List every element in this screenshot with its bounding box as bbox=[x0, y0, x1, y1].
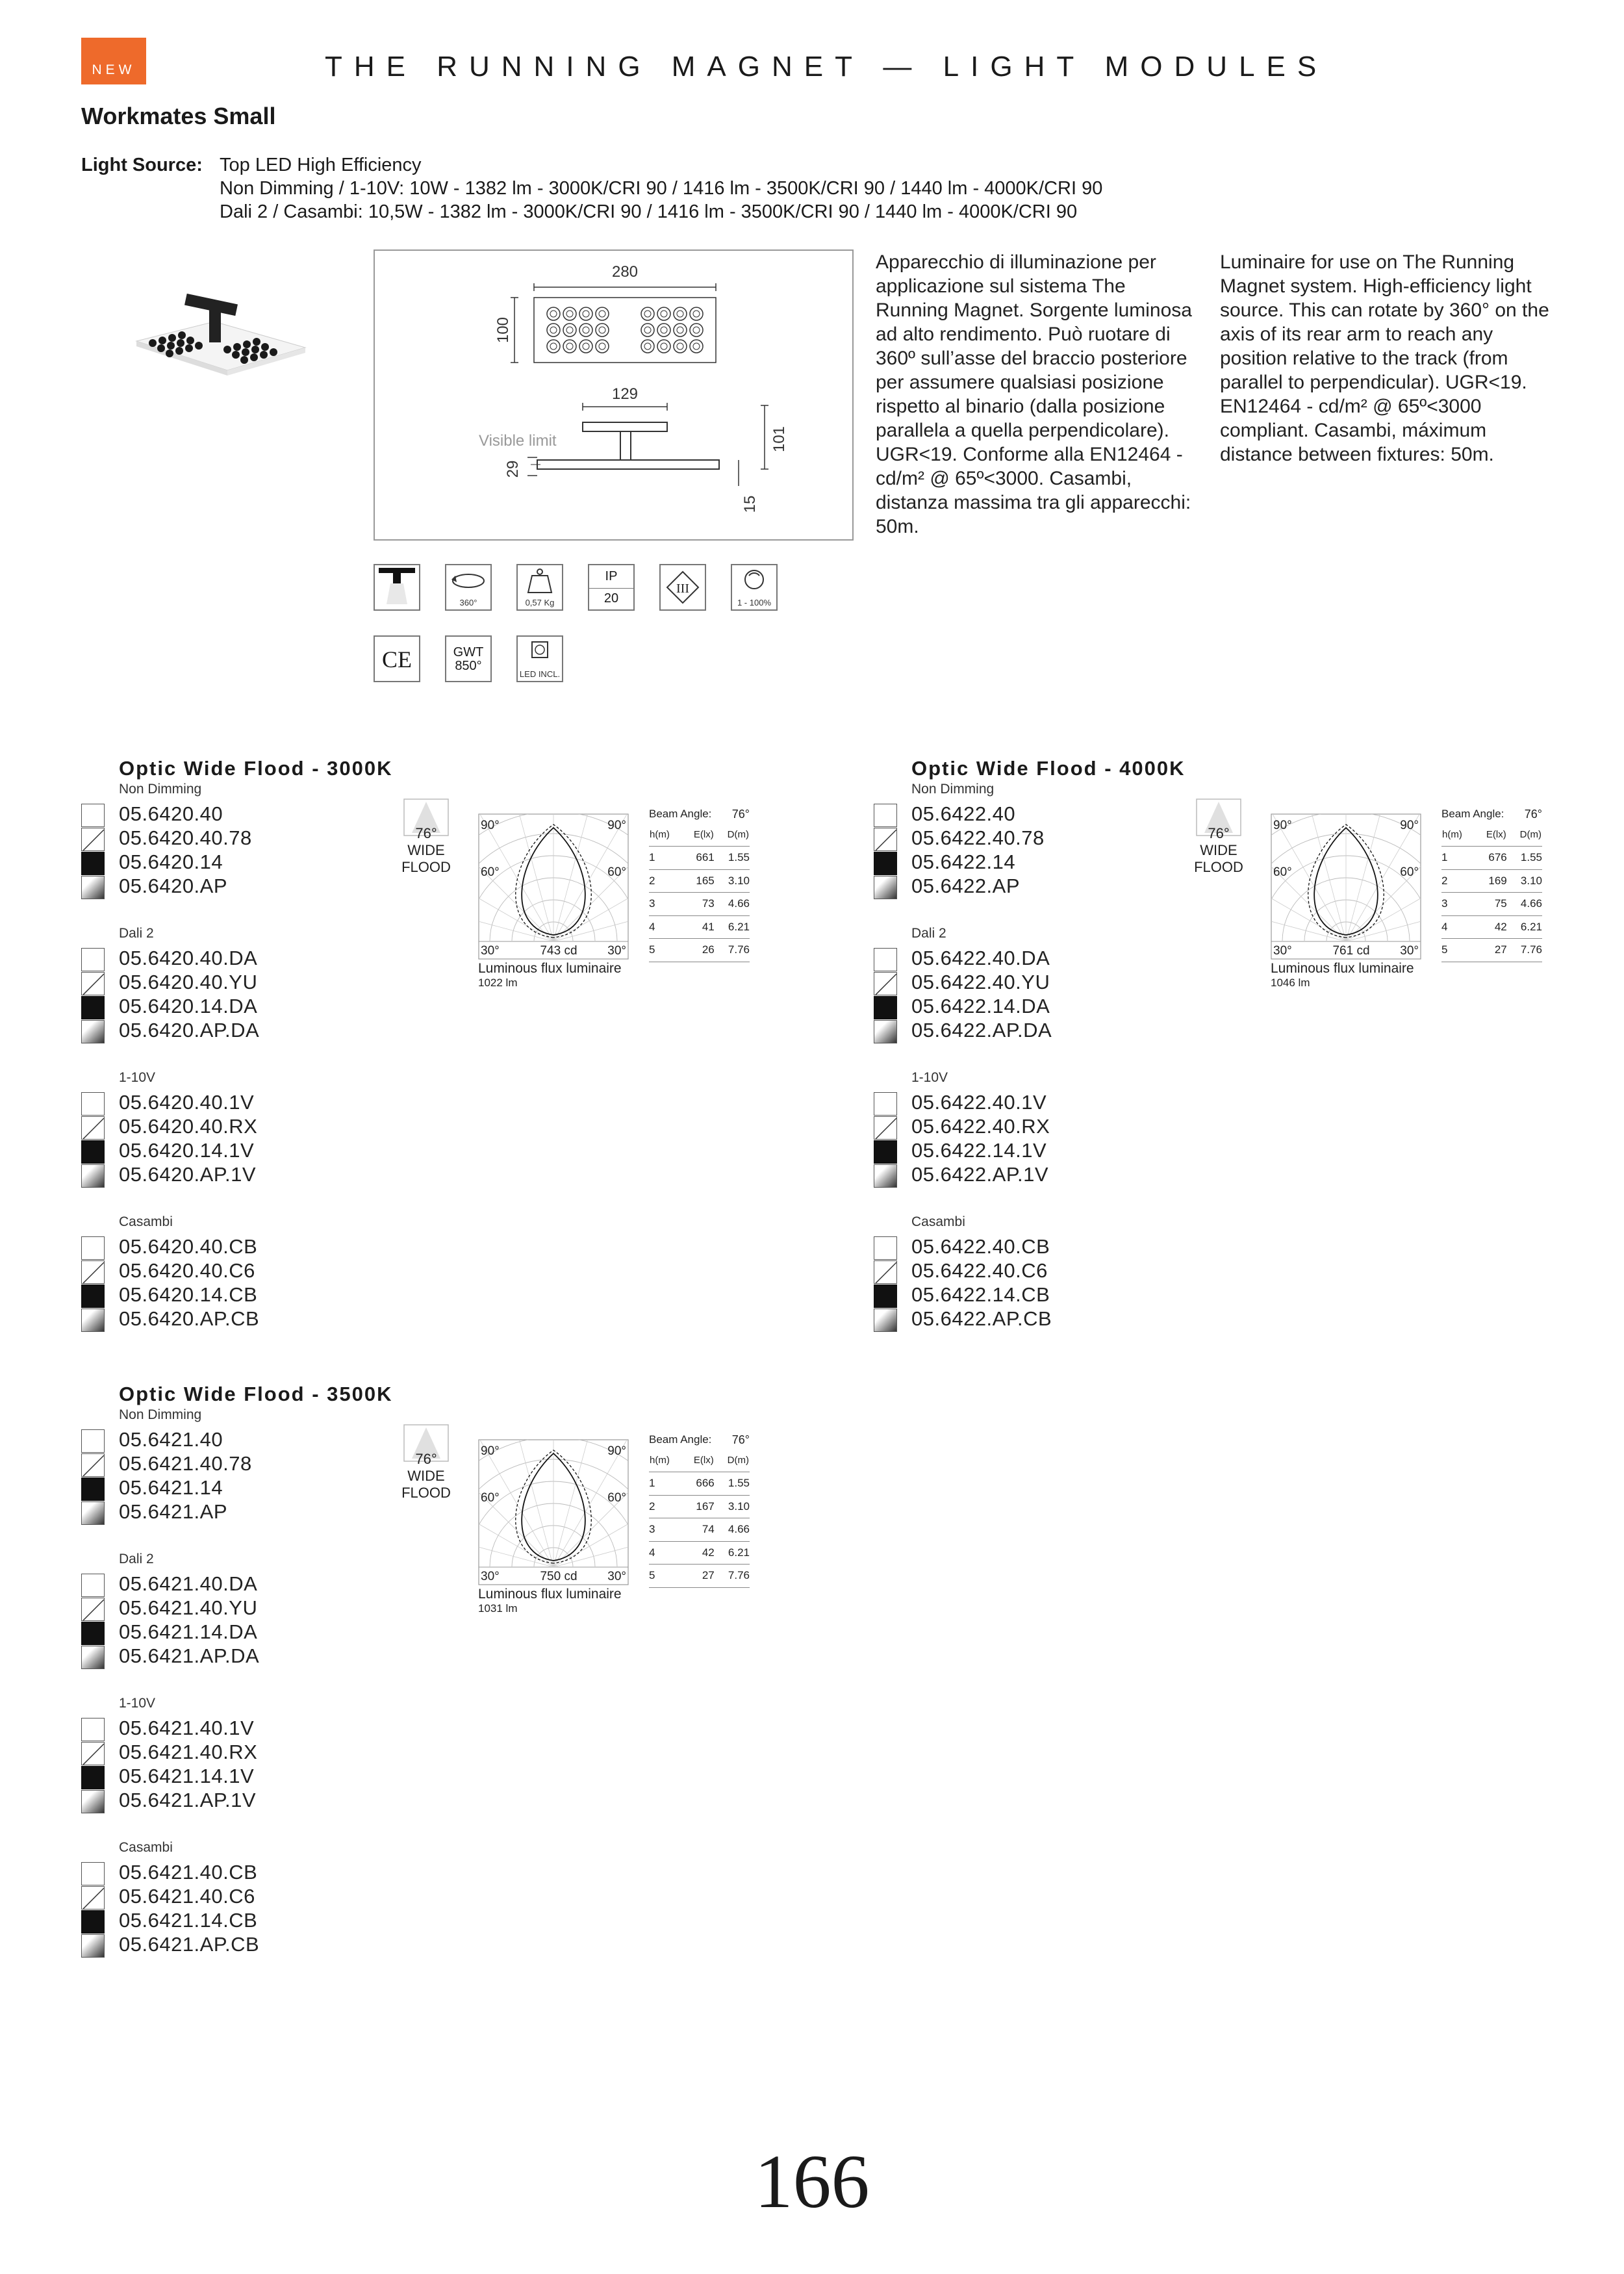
table-cell: 27 bbox=[681, 1565, 714, 1588]
dim-height-top: 100 bbox=[494, 316, 512, 344]
polar-label-90: 90° bbox=[1400, 819, 1419, 832]
finish-swatch-gradient bbox=[81, 1164, 105, 1188]
article-code[interactable]: 05.6421.40.C6 bbox=[119, 1885, 255, 1908]
dimming-group-label: 1-10V bbox=[119, 1696, 156, 1711]
article-code[interactable]: 05.6421.AP.1V bbox=[119, 1789, 257, 1811]
article-code[interactable]: 05.6422.14.1V bbox=[911, 1139, 1047, 1162]
article-code[interactable]: 05.6422.AP.CB bbox=[911, 1307, 1052, 1330]
ip-label: IP bbox=[605, 569, 618, 583]
article-code[interactable]: 05.6420.AP.1V bbox=[119, 1163, 257, 1186]
table-cell: 41 bbox=[681, 915, 714, 939]
light-source-label: Light Source: bbox=[81, 155, 203, 175]
table-header: E(lx) bbox=[681, 1449, 714, 1472]
product-name: Workmates Small bbox=[81, 103, 276, 129]
table-row bbox=[649, 847, 750, 870]
polar-max-intensity: 761 cd bbox=[1332, 944, 1370, 958]
article-code[interactable]: 05.6420.14 bbox=[119, 850, 223, 873]
beam-angle-header bbox=[649, 808, 750, 821]
polar-label-60: 60° bbox=[481, 1491, 500, 1505]
beam-angle-value: 76° bbox=[731, 1433, 750, 1446]
table-row bbox=[649, 1495, 750, 1518]
optic-title: Optic Wide Flood - 3500K bbox=[119, 1383, 393, 1405]
table-header: h(m) bbox=[649, 823, 681, 847]
article-code[interactable]: 05.6420.AP bbox=[119, 875, 228, 897]
table-cell: 7.76 bbox=[1507, 939, 1542, 962]
luminous-flux-label: Luminous flux luminaire bbox=[478, 1587, 622, 1602]
beam-type-label bbox=[397, 1451, 455, 1501]
ip-rating-icon bbox=[588, 564, 635, 611]
module-side-view bbox=[537, 460, 719, 469]
article-code[interactable]: 05.6420.40.78 bbox=[119, 826, 252, 849]
finish-swatch-slash bbox=[81, 828, 105, 851]
dimming-group-label: 1-10V bbox=[911, 1070, 948, 1085]
finish-swatch-gradient bbox=[81, 1501, 105, 1525]
article-code[interactable]: 05.6422.40.78 bbox=[911, 826, 1045, 849]
polar-diagram bbox=[1271, 813, 1421, 960]
finish-swatch-gradient bbox=[81, 1790, 105, 1813]
article-code[interactable]: 05.6421.40.RX bbox=[119, 1741, 258, 1763]
table-cell: 4.66 bbox=[715, 1518, 750, 1542]
gwt-label: GWT bbox=[453, 645, 484, 659]
article-code[interactable]: 05.6422.14 bbox=[911, 850, 1016, 873]
table-header: E(lx) bbox=[681, 823, 714, 847]
class-iii-icon bbox=[659, 564, 706, 611]
table-cell: 5 bbox=[649, 1565, 681, 1588]
table-cell: 1 bbox=[1441, 847, 1474, 870]
dimming-group-label: Casambi bbox=[119, 1840, 173, 1855]
table-cell: 6.21 bbox=[715, 1541, 750, 1565]
led-label: LED INCL. bbox=[519, 669, 561, 679]
dimming-icon bbox=[731, 564, 778, 611]
article-code[interactable]: 05.6422.40.C6 bbox=[911, 1259, 1048, 1282]
table-row bbox=[649, 939, 750, 962]
finish-swatch-gradient bbox=[81, 1934, 105, 1958]
article-code[interactable]: 05.6420.AP.DA bbox=[119, 1019, 260, 1041]
table-cell: 5 bbox=[1441, 939, 1474, 962]
finish-swatch-white bbox=[81, 804, 105, 827]
finish-swatch-white bbox=[81, 1718, 105, 1741]
article-code[interactable]: 05.6421.AP.DA bbox=[119, 1644, 260, 1667]
ip-value: 20 bbox=[603, 591, 619, 606]
polar-max-intensity: 750 cd bbox=[540, 1570, 577, 1583]
polar-label-60: 60° bbox=[1273, 865, 1292, 879]
page-number: 166 bbox=[754, 2139, 870, 2224]
beam-angle-label: Beam Angle: bbox=[649, 808, 712, 820]
table-cell: 3 bbox=[649, 893, 681, 916]
polar-label-90: 90° bbox=[481, 1444, 500, 1458]
table-cell: 3.10 bbox=[715, 1495, 750, 1518]
dim-width-top: 280 bbox=[611, 263, 639, 281]
finish-swatch-black bbox=[81, 1284, 105, 1308]
finish-swatch-black bbox=[81, 996, 105, 1019]
gwt-value: 850° bbox=[455, 659, 482, 673]
finish-swatch-black bbox=[874, 852, 897, 875]
article-code[interactable]: 05.6422.40 bbox=[911, 802, 1016, 825]
finish-swatch-white bbox=[874, 1236, 897, 1260]
finish-swatch-slash bbox=[81, 1260, 105, 1284]
rotation-label: 360° bbox=[459, 598, 477, 607]
polar-label-30: 30° bbox=[481, 1570, 500, 1583]
table-cell: 661 bbox=[681, 847, 714, 870]
dimming-group-label: Non Dimming bbox=[119, 1407, 202, 1422]
table-cell: 4 bbox=[649, 1541, 681, 1565]
dim-101: 101 bbox=[770, 426, 788, 453]
table-row bbox=[649, 1541, 750, 1565]
illuminance-table bbox=[1441, 823, 1542, 962]
beam-angle-label: 76° bbox=[1208, 825, 1230, 841]
table-cell: 169 bbox=[1474, 869, 1506, 893]
polar-label-30: 30° bbox=[1400, 944, 1419, 958]
polar-max-intensity: 743 cd bbox=[540, 944, 577, 958]
finish-swatch-slash bbox=[81, 1886, 105, 1910]
new-badge-label: NEW bbox=[92, 62, 136, 77]
page-title: THE RUNNING MAGNET — LIGHT MODULES bbox=[325, 51, 1328, 83]
article-code[interactable]: 05.6421.40.78 bbox=[119, 1452, 252, 1475]
table-cell: 1 bbox=[649, 847, 681, 870]
luminous-flux-value: 1031 lm bbox=[478, 1602, 518, 1615]
table-cell: 676 bbox=[1474, 847, 1506, 870]
article-code[interactable]: 05.6420.40.RX bbox=[119, 1115, 258, 1138]
polar-diagram bbox=[478, 813, 629, 960]
article-code[interactable]: 05.6422.AP.DA bbox=[911, 1019, 1052, 1041]
beam-label-1: WIDE bbox=[407, 842, 445, 858]
finish-swatch-gradient bbox=[874, 1164, 897, 1188]
table-cell: 75 bbox=[1474, 893, 1506, 916]
table-row bbox=[649, 893, 750, 916]
finish-swatch-black bbox=[81, 852, 105, 875]
table-cell: 3 bbox=[1441, 893, 1474, 916]
led-included-icon bbox=[516, 635, 563, 682]
new-badge bbox=[81, 38, 146, 84]
table-cell: 4 bbox=[649, 915, 681, 939]
table-cell: 7.76 bbox=[715, 939, 750, 962]
description-italian: Apparecchio di illuminazione per applicazione sul sistema The Running Magnet. Sorgente luminosa ad alto rendimento. Può ruotare di 360º sull’asse del braccio posteriore per assumere qualsiasi posizione rispetto al binario (dalla posizione parallela a quella perpendicolare). UGR<19. Conforme alla EN12464 - cd/m² @ 65º<3000. Casambi, distanza massima tra gli apparecchi: 50m. bbox=[876, 251, 1192, 537]
table-row bbox=[649, 1518, 750, 1542]
finish-swatch-gradient bbox=[81, 876, 105, 899]
finish-swatch-black bbox=[81, 1140, 105, 1164]
article-code[interactable]: 05.6422.AP.1V bbox=[911, 1163, 1049, 1186]
article-code[interactable]: 05.6420.40.DA bbox=[119, 947, 258, 969]
article-code[interactable]: 05.6422.14.CB bbox=[911, 1283, 1050, 1306]
table-cell: 3 bbox=[649, 1518, 681, 1542]
finish-swatch-slash bbox=[81, 1116, 105, 1140]
finish-swatch-black bbox=[874, 1284, 897, 1308]
dimming-group-label: 1-10V bbox=[119, 1070, 156, 1085]
finish-swatch-slash bbox=[874, 1260, 897, 1284]
dimming-group-label: Non Dimming bbox=[911, 782, 995, 797]
article-code[interactable]: 05.6420.40.1V bbox=[119, 1091, 255, 1114]
finish-swatch-slash bbox=[874, 972, 897, 995]
light-source-description: Top LED High Efficiency bbox=[220, 155, 422, 175]
beam-angle-label: 76° bbox=[415, 1451, 437, 1467]
module-top-view bbox=[534, 298, 716, 363]
table-row bbox=[1441, 847, 1542, 870]
table-cell: 42 bbox=[681, 1541, 714, 1565]
finish-swatch-gradient bbox=[81, 1646, 105, 1669]
polar-label-30: 30° bbox=[481, 944, 500, 958]
table-cell: 2 bbox=[649, 869, 681, 893]
beam-label-2: FLOOD bbox=[1194, 859, 1243, 875]
finish-swatch-slash bbox=[874, 1116, 897, 1140]
beam-label-2: FLOOD bbox=[401, 1485, 451, 1501]
finish-swatch-white bbox=[874, 804, 897, 827]
beam-label-1: WIDE bbox=[1200, 842, 1237, 858]
track-profile bbox=[583, 422, 667, 431]
beam-angle-header bbox=[1441, 808, 1542, 821]
polar-label-30: 30° bbox=[1273, 944, 1292, 958]
finish-swatch-white bbox=[81, 1429, 105, 1453]
luminous-flux-value: 1046 lm bbox=[1271, 977, 1310, 989]
beam-type-label bbox=[397, 825, 455, 876]
article-code[interactable]: 05.6420.40.YU bbox=[119, 971, 258, 993]
finish-swatch-gradient bbox=[874, 876, 897, 899]
dimming-group-label: Dali 2 bbox=[119, 1552, 154, 1566]
table-cell: 5 bbox=[649, 939, 681, 962]
table-cell: 167 bbox=[681, 1495, 714, 1518]
table-cell: 27 bbox=[1474, 939, 1506, 962]
beam-angle-value: 76° bbox=[731, 808, 750, 821]
finish-swatch-slash bbox=[81, 972, 105, 995]
dimming-group-label: Non Dimming bbox=[119, 782, 202, 797]
table-cell: 6.21 bbox=[715, 915, 750, 939]
light-source-spec-line: Dali 2 / Casambi: 10,5W - 1382 lm - 3000K/CRI 90 / 1416 lm - 3500K/CRI 90 / 1440 lm - 4000K/CRI 90 bbox=[220, 201, 1078, 222]
dimming-group-label: Dali 2 bbox=[119, 926, 154, 941]
finish-swatch-black bbox=[874, 1140, 897, 1164]
finish-swatch-gradient bbox=[81, 1309, 105, 1332]
table-cell: 1 bbox=[649, 1472, 681, 1496]
beam-angle-label: 76° bbox=[415, 825, 437, 841]
table-cell: 1.55 bbox=[1507, 847, 1542, 870]
table-row bbox=[649, 1472, 750, 1496]
table-cell: 74 bbox=[681, 1518, 714, 1542]
article-code[interactable]: 05.6420.40.C6 bbox=[119, 1259, 255, 1282]
finish-swatch-black bbox=[874, 996, 897, 1019]
table-cell: 7.76 bbox=[715, 1565, 750, 1588]
dimming-group-label: Casambi bbox=[119, 1214, 173, 1229]
article-code[interactable]: 05.6420.40.CB bbox=[119, 1235, 258, 1258]
article-code[interactable]: 05.6421.14 bbox=[119, 1476, 223, 1499]
finish-swatch-white bbox=[81, 948, 105, 971]
visible-limit-label: Visible limit bbox=[479, 432, 557, 450]
article-code[interactable]: 05.6420.14.CB bbox=[119, 1283, 258, 1306]
polar-label-90: 90° bbox=[607, 1444, 626, 1458]
weight-label: 0,57 Kg bbox=[525, 598, 555, 607]
table-row bbox=[1441, 915, 1542, 939]
polar-label-60: 60° bbox=[607, 1491, 626, 1505]
table-cell: 4 bbox=[1441, 915, 1474, 939]
article-code[interactable]: 05.6421.40.DA bbox=[119, 1572, 258, 1595]
polar-label-90: 90° bbox=[607, 819, 626, 832]
light-source-spec-line: Non Dimming / 1-10V: 10W - 1382 lm - 3000K/CRI 90 / 1416 lm - 3500K/CRI 90 / 1440 lm - 4000K/CRI 90 bbox=[220, 178, 1103, 199]
technical-drawing bbox=[374, 249, 854, 541]
finish-swatch-white bbox=[81, 1862, 105, 1885]
polar-label-60: 60° bbox=[481, 865, 500, 879]
luminous-flux-label: Luminous flux luminaire bbox=[1271, 961, 1414, 976]
table-header: E(lx) bbox=[1474, 823, 1506, 847]
article-code[interactable]: 05.6421.14.1V bbox=[119, 1765, 255, 1787]
finish-swatch-slash bbox=[81, 1598, 105, 1621]
article-code[interactable]: 05.6421.40.CB bbox=[119, 1861, 258, 1884]
article-code[interactable]: 05.6421.40.YU bbox=[119, 1596, 258, 1619]
polar-label-30: 30° bbox=[607, 944, 626, 958]
article-code[interactable]: 05.6422.40.1V bbox=[911, 1091, 1047, 1114]
table-header: D(m) bbox=[715, 823, 750, 847]
table-cell: 6.21 bbox=[1507, 915, 1542, 939]
product-photo bbox=[123, 286, 312, 403]
article-code[interactable]: 05.6421.40.1V bbox=[119, 1717, 255, 1739]
table-cell: 4.66 bbox=[1507, 893, 1542, 916]
table-cell: 3.10 bbox=[715, 869, 750, 893]
optic-title: Optic Wide Flood - 3000K bbox=[119, 757, 393, 780]
finish-swatch-slash bbox=[874, 828, 897, 851]
class-label: III bbox=[676, 581, 689, 596]
beam-angle-label: Beam Angle: bbox=[1441, 808, 1504, 820]
optic-title: Optic Wide Flood - 4000K bbox=[911, 757, 1186, 780]
article-code[interactable]: 05.6421.AP.CB bbox=[119, 1933, 260, 1956]
article-code[interactable]: 05.6420.14.DA bbox=[119, 995, 258, 1017]
dimming-group-label: Dali 2 bbox=[911, 926, 946, 941]
finish-swatch-white bbox=[874, 948, 897, 971]
finish-swatch-black bbox=[81, 1766, 105, 1789]
dim-width-side: 129 bbox=[611, 385, 639, 403]
article-code[interactable]: 05.6422.40.CB bbox=[911, 1235, 1050, 1258]
illuminance-table bbox=[649, 823, 750, 962]
table-header: D(m) bbox=[1507, 823, 1542, 847]
table-row bbox=[1441, 893, 1542, 916]
polar-label-60: 60° bbox=[607, 865, 626, 879]
table-cell: 3.10 bbox=[1507, 869, 1542, 893]
arm-profile bbox=[620, 431, 631, 460]
article-code[interactable]: 05.6422.14.DA bbox=[911, 995, 1050, 1017]
dim-29: 29 bbox=[504, 460, 522, 478]
finish-swatch-white bbox=[81, 1574, 105, 1597]
rotation-icon bbox=[445, 564, 492, 611]
table-cell: 2 bbox=[649, 1495, 681, 1518]
dimming-group-label: Casambi bbox=[911, 1214, 965, 1229]
table-cell: 666 bbox=[681, 1472, 714, 1496]
beam-angle-label: Beam Angle: bbox=[649, 1433, 712, 1446]
track-spot-icon bbox=[374, 564, 420, 611]
table-row bbox=[649, 1565, 750, 1588]
illuminance-table bbox=[649, 1449, 750, 1588]
article-code[interactable]: 05.6420.AP.CB bbox=[119, 1307, 260, 1330]
finish-swatch-gradient bbox=[874, 1309, 897, 1332]
article-code[interactable]: 05.6422.AP bbox=[911, 875, 1021, 897]
finish-swatch-black bbox=[81, 1622, 105, 1645]
beam-label-1: WIDE bbox=[407, 1468, 445, 1484]
finish-swatch-gradient bbox=[81, 1020, 105, 1043]
table-header: h(m) bbox=[1441, 823, 1474, 847]
polar-diagram bbox=[478, 1439, 629, 1585]
table-row bbox=[649, 869, 750, 893]
dimming-label: 1 - 100% bbox=[737, 598, 772, 607]
finish-swatch-gradient bbox=[874, 1020, 897, 1043]
luminous-flux-label: Luminous flux luminaire bbox=[478, 961, 622, 976]
article-code[interactable]: 05.6420.40 bbox=[119, 802, 223, 825]
article-code[interactable]: 05.6422.40.YU bbox=[911, 971, 1050, 993]
finish-swatch-white bbox=[81, 1236, 105, 1260]
finish-swatch-black bbox=[81, 1477, 105, 1501]
finish-swatch-white bbox=[81, 1092, 105, 1116]
table-cell: 2 bbox=[1441, 869, 1474, 893]
beam-label-2: FLOOD bbox=[401, 859, 451, 875]
table-row bbox=[1441, 869, 1542, 893]
ce-label: CE bbox=[381, 646, 412, 672]
article-code[interactable]: 05.6421.AP bbox=[119, 1500, 228, 1523]
ce-mark-icon bbox=[374, 635, 420, 682]
table-cell: 1.55 bbox=[715, 847, 750, 870]
table-cell: 26 bbox=[681, 939, 714, 962]
polar-label-30: 30° bbox=[607, 1570, 626, 1583]
table-cell: 42 bbox=[1474, 915, 1506, 939]
finish-swatch-black bbox=[81, 1910, 105, 1934]
description-english: Luminaire for use on The Running Magnet system. High-efficiency light source. This can rotate by 360° on the axis of its rear arm to reach any position relative to the track (from parallel to perpendicular). UGR<19. EN12464 - cd/m² @ 65º<3000 compliant. Casambi, máximum distance between fixtures: 50m. bbox=[1220, 251, 1549, 465]
polar-label-90: 90° bbox=[481, 819, 500, 832]
table-header: h(m) bbox=[649, 1449, 681, 1472]
table-cell: 1.55 bbox=[715, 1472, 750, 1496]
dim-15: 15 bbox=[741, 495, 759, 513]
table-row bbox=[1441, 939, 1542, 962]
luminous-flux-value: 1022 lm bbox=[478, 977, 518, 989]
finish-swatch-slash bbox=[81, 1453, 105, 1477]
beam-type-label bbox=[1189, 825, 1248, 876]
table-cell: 4.66 bbox=[715, 893, 750, 916]
polar-label-90: 90° bbox=[1273, 819, 1292, 832]
table-header: D(m) bbox=[715, 1449, 750, 1472]
table-row bbox=[649, 915, 750, 939]
article-code[interactable]: 05.6422.40.DA bbox=[911, 947, 1050, 969]
article-code[interactable]: 05.6422.40.RX bbox=[911, 1115, 1050, 1138]
beam-angle-header bbox=[649, 1433, 750, 1447]
table-cell: 165 bbox=[681, 869, 714, 893]
table-cell: 73 bbox=[681, 893, 714, 916]
article-code[interactable]: 05.6420.14.1V bbox=[119, 1139, 255, 1162]
article-code[interactable]: 05.6421.14.CB bbox=[119, 1909, 258, 1932]
finish-swatch-slash bbox=[81, 1742, 105, 1765]
finish-swatch-white bbox=[874, 1092, 897, 1116]
glow-wire-icon bbox=[445, 635, 492, 682]
weight-icon bbox=[516, 564, 563, 611]
article-code[interactable]: 05.6421.14.DA bbox=[119, 1620, 258, 1643]
article-code[interactable]: 05.6421.40 bbox=[119, 1428, 223, 1451]
polar-label-60: 60° bbox=[1400, 865, 1419, 879]
beam-angle-value: 76° bbox=[1524, 808, 1542, 821]
